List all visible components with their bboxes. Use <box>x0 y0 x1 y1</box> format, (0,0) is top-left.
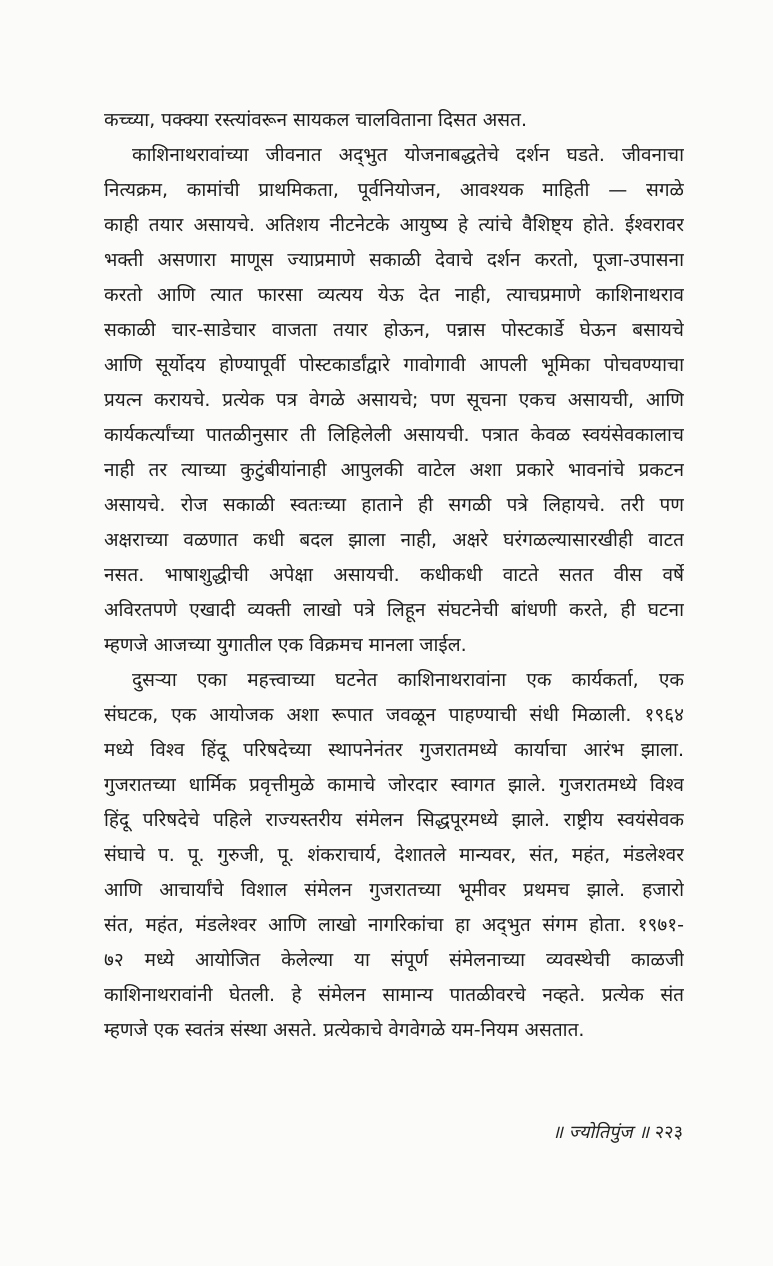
text-line: दुसऱ्या एका महत्त्वाच्या घटनेत काशिनाथरावांना एक कार्यकर्ता, एक <box>132 669 684 691</box>
page-footer <box>552 1120 683 1144</box>
text-line: काशिनाथरावांनी घेतली. हे संमेलन सामान्य पातळीवरचे नव्हते. प्रत्येक संत <box>104 984 684 1006</box>
text-line: कच्च्या, पक्क्या रस्त्यांवरून सायकल चालविताना दिसत असत. <box>104 109 527 131</box>
text-line: मध्ये विश्व हिंदू परिषदेच्या स्थापनेनंतर गुजरातमध्ये कार्याचा आरंभ झाला. <box>104 739 684 761</box>
text-line: भक्ती असणारा माणूस ज्याप्रमाणे सकाळी देवाचे दर्शन करतो, पूजा-उपासना <box>104 249 684 271</box>
text-line: संत, महंत, मंडलेश्वर आणि लाखो नागरिकांचा हा अद्‌भुत संगम होता. १९७१- <box>104 914 684 936</box>
paragraph <box>104 138 684 663</box>
text-line: नित्यक्रम, कामांची प्राथमिकता, पूर्वनियोजन, आवश्यक माहिती — सगळे <box>104 179 684 201</box>
text-line: नसत. भाषाशुद्धीची अपेक्षा असायची. कधीकधी वाटते सतत वीस वर्षे <box>104 564 684 586</box>
text-line: अविरतपणे एखादी व्यक्ती लाखो पत्रे लिहून संघटनेची बांधणी करते, ही घटना <box>104 599 684 621</box>
text-line: करतो आणि त्यात फारसा व्यत्यय येऊ देत नाही, त्याचप्रमाणे काशिनाथराव <box>104 284 684 306</box>
text-line: संघटक, एक आयोजक अशा रूपात जवळून पाहण्याची संधी मिळाली. १९६४ <box>104 704 684 726</box>
text-line: ७२ मध्ये आयोजित केलेल्या या संपूर्ण संमेलनाच्या व्यवस्थेची काळजी <box>104 949 684 971</box>
paragraph <box>104 103 684 138</box>
text-line: काही तयार असायचे. अतिशय नीटनेटके आयुष्य हे त्यांचे वैशिष्ट्य होते. ईश्वरावर <box>104 214 684 236</box>
text-line: काशिनाथरावांच्या जीवनात अद्‌भुत योजनाबद्धतेचे दर्शन घडते. जीवनाचा <box>132 144 684 166</box>
text-line: नाही तर त्याच्या कुटुंबीयांनाही आपुलकी वाटेल अशा प्रकारे भावनांचे प्रकटन <box>104 459 684 481</box>
text-line: संघाचे प. पू. गुरुजी, पू. शंकराचार्य, देशातले मान्यवर, संत, महंत, मंडलेश्वर <box>104 844 684 866</box>
text-line: सकाळी चार-साडेचार वाजता तयार होऊन, पन्नास पोस्टकार्डे घेऊन बसायचे <box>104 319 684 341</box>
text-line: असायचे. रोज सकाळी स्वतःच्या हाताने ही सगळी पत्रे लिहायचे. तरी पण <box>104 494 684 516</box>
text-line: हिंदू परिषदेचे पहिले राज्यस्तरीय संमेलन सिद्धपूरमध्ये झाले. राष्ट्रीय स्वयंसेवक <box>104 809 684 831</box>
text-line: कार्यकर्त्यांच्या पातळीनुसार ती लिहिलेली असायची. पत्रात केवळ स्वयंसेवकालाच <box>104 424 684 446</box>
text-line: गुजरातच्या धार्मिक प्रवृत्तीमुळे कामाचे जोरदार स्वागत झाले. गुजरातमध्ये विश्व <box>104 774 684 796</box>
text-line: आणि सूर्योदय होण्यापूर्वी पोस्टकार्डांद्वारे गावोगावी आपली भूमिका पोचवण्याचा <box>104 354 684 376</box>
page-number: २२३ <box>654 1122 683 1143</box>
running-title: ॥ ज्योतिपुंज ॥ <box>552 1122 650 1143</box>
text-line: म्हणजे आजच्या युगातील एक विक्रमच मानला जाईल. <box>104 634 467 656</box>
paragraph <box>104 663 684 1048</box>
text-line: म्हणजे एक स्वतंत्र संस्था असते. प्रत्येकाचे वेगवेगळे यम-नियम असतात. <box>104 1019 585 1041</box>
text-line: अक्षराच्या वळणात कधी बदल झाला नाही, अक्षरे घरंगळल्यासारखीही वाटत <box>104 529 684 551</box>
body-text <box>104 103 684 1048</box>
text-line: प्रयत्न करायचे. प्रत्येक पत्र वेगळे असायचे; पण सूचना एकच असायची, आणि <box>104 389 684 411</box>
text-line: आणि आचार्यांचे विशाल संमेलन गुजरातच्या भूमीवर प्रथमच झाले. हजारो <box>104 879 684 901</box>
